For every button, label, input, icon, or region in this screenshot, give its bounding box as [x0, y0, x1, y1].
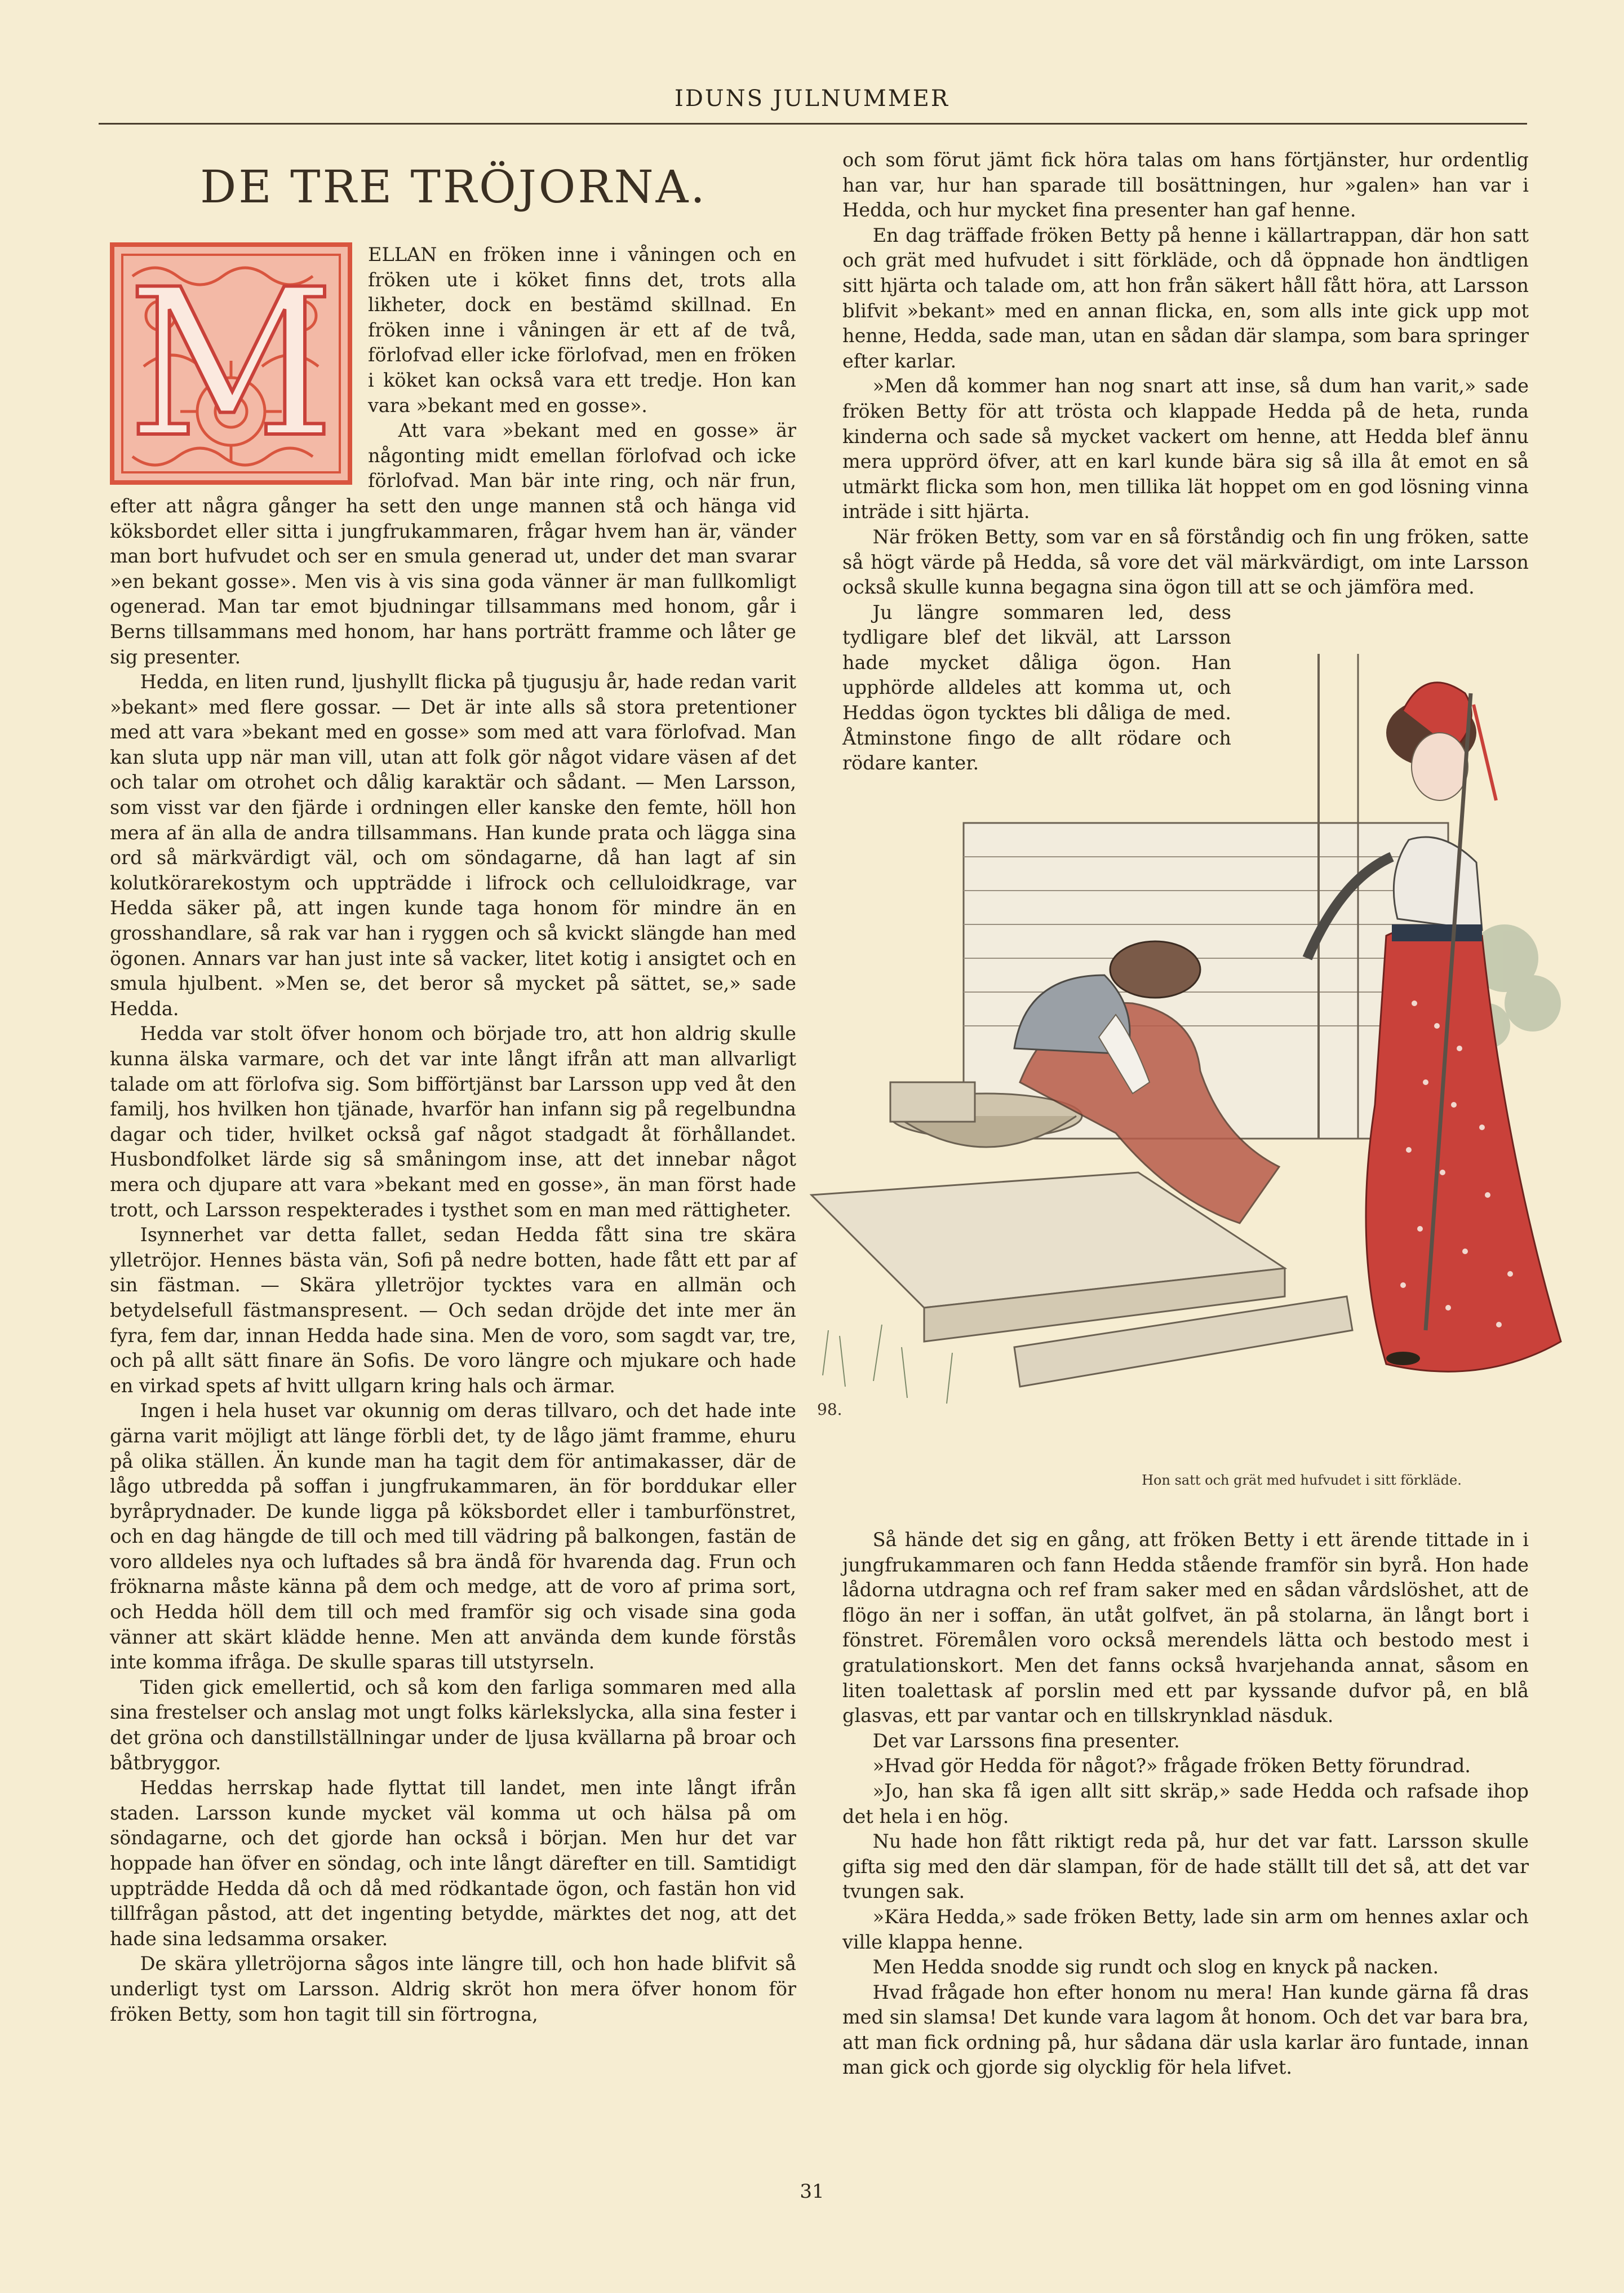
ornamental-drop-cap	[110, 242, 352, 485]
paragraph: Så hände det sig en gång, att fröken Betty i ett ärende tittade in i jungfrukammaren och fann Hedda stående framför sin byrå. Hon hade lådorna utdragna och ref fram saker med en sådan vårdslöshet, att de flögo än ner i soffan, än utåt golfvet, än på stolarna, än långt bort i fönstret. Föremålen voro också merendels lätta och bestodo mest i gratulationskort. Men det fanns också hvarjehanda annat, såsom en liten toalettask af porslin med ett par kyssande dufvor på, en blå glasvas, ett par vantar och en tillskrynklad näsduk.	[842, 1529, 1529, 1727]
paragraph: »Kära Hedda,» sade fröken Betty, lade sin arm om hennes axlar och ville klappa henne.	[842, 1905, 1529, 1953]
paragraph: »Hvad gör Hedda för något?» frågade fröken Betty förundrad.	[872, 1755, 1471, 1777]
paragraph: Men Hedda snodde sig rundt och slog en knyck på nacken.	[872, 1956, 1439, 1978]
paragraph: Ingen i hela huset var okunnig om deras tillvaro, och det hade inte gärna varit möjligt att länge förbli det, ty de lågo jämt framme, ehuru på olika ställen. Än kunde man ha tagit dem för antimakasser, där de lågo utbredda på soffan i jungfrukammaren, än för borddukar eller byråprydnader. De kunde ligga på köksbordet eller i tamburfönstret, och en dag hängde de till och med till vädring på balkongen, fastän de voro alldeles nya och luftades så bra ändå för hvarenda dag. Frun och fröknarna måste känna på dem och medge, att de voro af prima sort, och Hedda höll dem till och med framför sig och visade sina goda vänner att skärt klädde henne. Men att använda dem kunde förstås inte komma ifråga. De skulle sparas till utstyrseln.	[110, 1400, 796, 1674]
paragraph: »Jo, han ska få igen allt sitt skräp,» sade Hedda och rafsade ihop det hela i en hög.	[842, 1779, 1529, 1827]
paragraph: En dag träffade fröken Betty på henne i källartrappan, där hon satt och grät med hufvudet i sitt förkläde, och då öppnade hon ändtligen sitt hjärta och talade om, att hon från säkert håll fått höra, att Larsson blifvit »bekant» med en annan flicka, en, som alls inte gick upp mot henne, Hedda, sade man, utan en sådan där slampa, som bara springer efter karlar.	[842, 224, 1529, 372]
left-column	[110, 242, 796, 2027]
drop-cap-letter: M	[127, 246, 335, 482]
illustration-caption: Hon satt och grät med hufvudet i sitt förkläde.	[1142, 1472, 1462, 1488]
paragraph: När fröken Betty, som var en så förståndig och fin ung fröken, satte så högt värde på Hedda, så vore det väl märkvärdigt, om inte Larsson också skulle kunna begagna sina ögon till att se och jämföra med.	[842, 525, 1529, 599]
paragraph: Det var Larssons fina presenter.	[872, 1729, 1180, 1752]
header-rule	[99, 123, 1527, 125]
paragraph: och som förut jämt fick höra talas om hans förtjänster, hur ordentlig han var, hur han sparade till bosättningen, hur »galen» han var i Hedda, och hur mycket fina presenter han gaf henne.	[842, 149, 1529, 222]
paragraph: Tiden gick emellertid, och så kom den farliga sommaren med alla sina frestelser och anslag mot ungt folks kärlekslycka, alla sina fester i det gröna och danstillställningar under de ljusa kvällarna på broar och båtbryggor.	[110, 1676, 796, 1774]
running-head: IDUNS JULNUMMER	[675, 86, 949, 112]
drop-cap-m-icon	[110, 242, 352, 485]
paragraph: »Men då kommer han nog snart att inse, så dum han varit,» sade fröken Betty för att trösta och klappade Hedda på de heta, runda kinderna och sade så mycket vackert om henne, att Hedda blef ännu mera upprörd öfver, att en karl kunde bära sig så illa åt emot en så utmärkt flicka som hon, men tillika lät hoppet om en god lösning vinna inträde i sitt hjärta.	[842, 375, 1529, 523]
article-title: DE TRE TRÖJORNA.	[200, 161, 707, 213]
page-number: 31	[800, 2180, 824, 2203]
paragraph: ELLAN en fröken inne i våningen och en fröken ute i köket finns det, trots alla likheter, dock en bestämd skillnad. En fröken inne i våningen är ett af de två, förlofvad eller icke förlofvad, men en fröken i köket kan också vara ett tredje. Hon kan vara »bekant med en gosse».	[368, 244, 796, 417]
artist-signature: 98.	[817, 1400, 842, 1419]
paragraph: Att vara »bekant med en gosse» är någonting midt emellan förlofvad och icke förlofvad. Man bär inte ring, och när frun, efter att några gånger ha sett den unge mannen stå och hänga vid köksbordet eller sitta i jungfrukammaren, frågar hvem han är, vänder man bort hufvudet och ser en smula generad ut, under det man svarar »en bekant gosse». Men vis à vis sina goda vänner är man fullkomligt ogenerad. Man tar emot bjudningar tillsammans med honom, går i Berns tillsammans med honom, har hans porträtt framme och låter ge sig presenter.	[110, 419, 796, 668]
paragraph: Nu hade hon fått riktigt reda på, hur det var fatt. Larsson skulle gifta sig med den där slampan, för de hade ställt till det så, att det var tvungen sak.	[842, 1830, 1529, 1903]
right-column-bottom	[842, 1528, 1529, 2080]
paragraph: Hedda, en liten rund, ljushyllt flicka på tjugusju år, hade redan varit »bekant» med flere gossar. — Det är inte alls så stora pretentioner med att vara »bekant med en gosse» som med att vara förlofvad. Man kan sluta upp när man vill, utan att folk gör något vidare väsen af det och talar om otrohet och dålig karaktär och sådant. — Men Larsson, som visst var den fjärde i ordningen eller kanske den femte, höll hon mera af än alla de andra tillsammans. Han kunde prata och lägga sina ord så märkvärdigt väl, och om söndagarne, då han lagt af sin kolutkörarekostym och uppträdde i lifrock och celluloidkrage, var Hedda säker på, att ingen kunde taga honom för mindre än en grosshandlare, så rak var han i ryggen och så kvickt slängde han med ögonen. Annars var han just inte så vacker, litet kotig i ansigtet och en smula hjulbent. »Men se, det beror så mycket på sättet, se,» sade Hedda.	[110, 671, 796, 1020]
illustration	[778, 620, 1578, 1499]
paragraph: Heddas herrskap hade flyttat till landet, men inte långt ifrån staden. Larsson kunde mycket väl komma ut och hälsa på om söndagarne, och det gjorde han också i början. Men hur det var hoppade han öfver en söndag, och inte långt därefter en till. Samtidigt uppträdde Hedda då och då med rödkantade ögon, och fastän hon vid tillfrågan påstod, att det ingenting betydde, märktes det nog, att det hade sina ledsamma orsaker.	[110, 1777, 796, 1950]
paragraph: Hvad frågade hon efter honom nu mera! Han kunde gärna få dras med sin slamsa! Det kunde vara lagom åt honom. Och det var bara bra, att man fick ordning på, hur sådana där usla karlar äro funtade, innan man gick och gjorde sig olycklig för hela lifvet.	[842, 1981, 1529, 2079]
paragraph: Ju längre sommaren led, dess tydligare blef det likväl, att Larsson hade mycket dåliga ögon. Han upphörde alldeles att komma ut, och Heddas ögon tycktes bli dåliga de med. Åtminstone fingo de allt rödare och rödare kanter.	[842, 601, 1231, 774]
paragraph: Hedda var stolt öfver honom och började tro, att hon aldrig skulle kunna älska varmare, och det var inte långt ifrån att man allvarligt talade om att förlofva sig. Som bifförtjänst bar Larsson upp ved åt den familj, hos hvilken hon tjänade, hvarför han infann sig på regelbundna dagar och tider, hvilket också gaf något stadgadt åt förhållandet. Husbondfolket lärde sig så småningom inse, att det innebar något mera och djupare att vara »bekant med en gosse», än man först hade trott, och Larsson respekterades i tysthet som en man med rättigheter.	[110, 1022, 796, 1221]
paragraph: Isynnerhet var detta fallet, sedan Hedda fått sina tre skära ylletröjor. Hennes bästa vän, Sofi på nedre botten, hade fått ett par af sin fästman. — Skära ylletröjor tycktes vara en allmän och betydelsefull fästmanspresent. — Och sedan dröjde det inte mer än fyra, fem dar, innan Hedda hade sina. Men de voro, som sagdt var, tre, och på allt sätt finare än Sofis. De voro längre och mjukare och hade en virkad spets af hvitt ullgarn kring hals och ärmar.	[110, 1224, 796, 1397]
paragraph: De skära ylletröjorna sågos inte längre till, och hon hade blifvit så underligt tyst om Larsson. Aldrig skröt hon mera öfver honom för fröken Betty, som hon tagit till sin förtrogna,	[110, 1953, 796, 2025]
illustration-women-on-steps	[778, 620, 1578, 1499]
